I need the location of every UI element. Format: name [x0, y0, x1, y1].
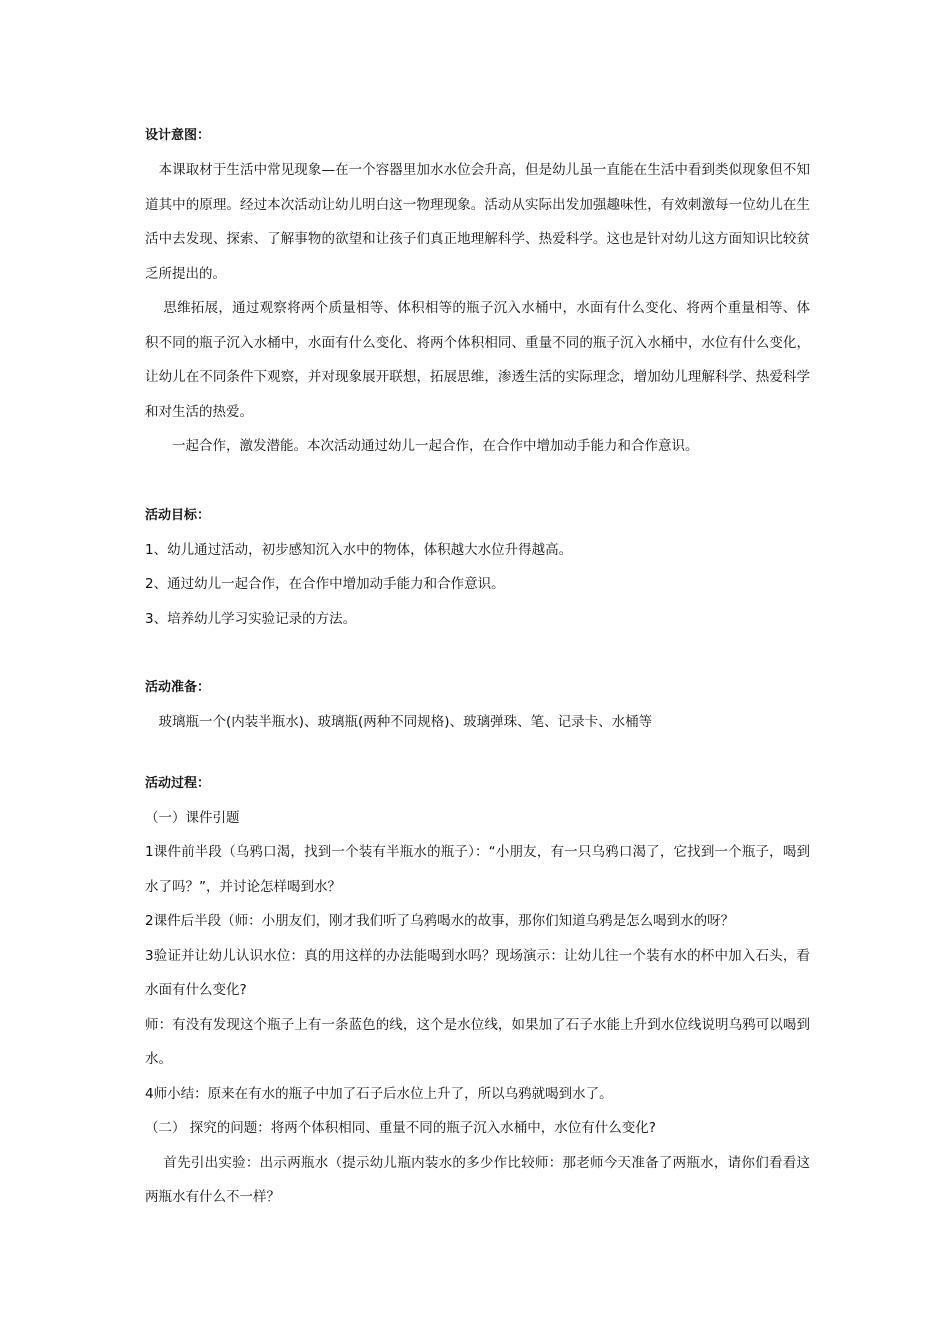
process-teacher-note: 师：有没有发现这个瓶子上有一条蓝色的线，这个是水位线，如果加了石子水能上升到水位线说明乌鸦可以喝到水。: [145, 1016, 810, 1067]
design-intent-heading: 设计意图：: [145, 128, 211, 143]
goal-item-1: 1、幼儿通过活动，初步感知沉入水中的物体，体积越大水位升得越高。: [145, 541, 573, 558]
design-intent-paragraph-2: 思维拓展，通过观察将两个质量相等、体积相等的瓶子沉入水桶中，水面有什么变化、将两个重量相等、体积不同的瓶子沉入水桶中，水面有什么变化、将两个体积相同、重量不同的瓶子沉入水桶中，水位有什么变化，让幼儿在不同条件下观察，并对现象展开联想，拓展思维，渗透生活的实际理念，增加幼儿理解科学、热爱科学和对生活的热爱。: [145, 300, 810, 420]
process-section-2-title: （二） 探究的问题：将两个体积相同、重量不同的瓶子沉入水桶中，水位有什么变化?: [145, 1120, 656, 1136]
process-step-1: 1课件前半段（乌鸦口渴，找到一个装有半瓶水的瓶子）：“小朋友，有一只乌鸦口渴了，它找到一个瓶子，喝到水了吗？”，并讨论怎样喝到水？: [145, 844, 810, 895]
preparation-text: 玻璃瓶一个(内装半瓶水)、玻璃瓶(两种不同规格)、玻璃弹珠、笔、记录卡、水桶等: [145, 714, 653, 730]
document-page: [145, 118, 810, 1215]
process-experiment-intro: 首先引出实验：出示两瓶水（提示幼儿瓶内装水的多少作比较师：那老师今天准备了两瓶水，请你们看看这两瓶水有什么不一样？: [145, 1154, 810, 1205]
goal-item-2: 2、通过幼儿一起合作，在合作中增加动手能力和合作意识。: [145, 576, 505, 592]
activity-preparation-heading: 活动准备：: [145, 680, 211, 695]
activity-goals-heading: 活动目标：: [145, 507, 211, 523]
process-step-4: 4师小结：原来在有水的瓶子中加了石子后水位上升了，所以乌鸦就喝到水了。: [145, 1085, 613, 1102]
activity-process-heading: 活动过程：: [145, 775, 211, 791]
process-step-3: 3验证并让幼儿认识水位：真的用这样的办法能喝到水吗？现场演示：让幼儿往一个装有水的杯中加入石头，看水面有什么变化?: [145, 947, 810, 998]
goal-item-3: 3、培养幼儿学习实验记录的方法。: [145, 610, 357, 627]
design-intent-paragraph-1: 本课取材于生活中常见现象—在一个容器里加水水位会升高，但是幼儿虽一直能在生活中看到类似现象但不知道其中的原理。经过本次活动让幼儿明白这一物理现象。活动从实际出发加强趣味性，有效刺激每一位幼儿在生活中去发现、探索、了解事物的欲望和让孩子们真正地理解科学、热爱科学。这也是针对幼儿这方面知识比较贫乏所提出的。: [145, 162, 810, 282]
process-step-2: 2课件后半段（师：小朋友们，刚才我们听了乌鸦喝水的故事，那你们知道乌鸦是怎么喝到水的呀？: [145, 913, 735, 929]
process-section-1-title: （一）课件引题: [145, 809, 240, 826]
design-intent-paragraph-3: 一起合作，激发潜能。本次活动通过幼儿一起合作，在合作中增加动手能力和合作意识。: [145, 438, 699, 454]
